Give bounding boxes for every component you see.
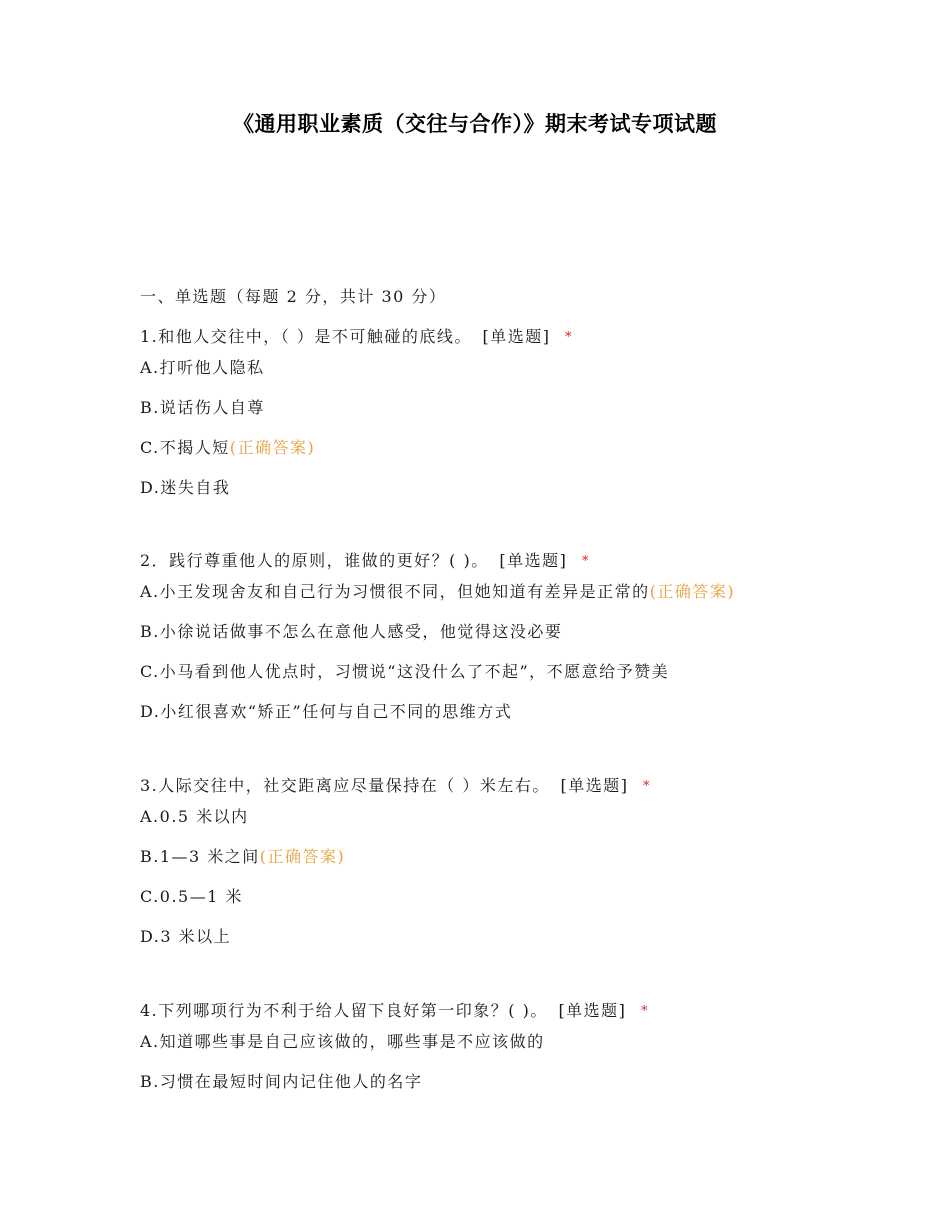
- option-text: A.打听他人隐私: [140, 358, 265, 377]
- option-text: B.1—3 米之间: [140, 847, 260, 866]
- option-text: C.小马看到他人优点时，习惯说“这没什么了不起”，不愿意给予赞美: [140, 662, 670, 681]
- required-mark: *: [641, 1004, 650, 1019]
- option-3a: [140, 806, 249, 828]
- option-text: C.0.5—1 米: [140, 887, 243, 906]
- option-4b: [140, 1071, 422, 1093]
- required-mark: *: [565, 330, 574, 345]
- question-type-tag: [单选题]: [558, 1001, 627, 1020]
- question-type-tag: [单选题]: [499, 551, 568, 570]
- option-text: D.3 米以上: [140, 927, 232, 946]
- option-3c: [140, 886, 243, 908]
- required-mark: *: [581, 554, 590, 569]
- option-text: B.习惯在最短时间内记住他人的名字: [140, 1072, 423, 1091]
- question-1: [140, 326, 573, 350]
- option-text: A.0.5 米以内: [140, 807, 249, 826]
- question-text: 2．践行尊重他人的原则，谁做的更好？( )。: [140, 551, 489, 570]
- correct-answer-label: (正确答案): [229, 438, 316, 457]
- option-text: A.小王发现舍友和自己行为习惯很不同，但她知道有差异是正常的: [140, 582, 650, 601]
- question-text: 1.和他人交往中，（ ）是不可触碰的底线。: [140, 327, 472, 346]
- correct-answer-label: (正确答案): [649, 582, 736, 601]
- option-text: C.不揭人短: [140, 438, 230, 457]
- question-type-tag: [单选题]: [560, 776, 629, 795]
- option-3d: [140, 926, 231, 948]
- option-2c: [140, 661, 669, 683]
- option-text: D.迷失自我: [140, 478, 231, 497]
- option-1b: [140, 397, 265, 419]
- question-3: [140, 775, 651, 799]
- question-text: 3.人际交往中，社交距离应尽量保持在（ ）米左右。: [140, 776, 550, 795]
- document-title: 《通用职业素质（交往与合作）》期末考试专项试题: [233, 111, 717, 136]
- question-4: [140, 1000, 649, 1024]
- option-1a: [140, 357, 265, 379]
- question-2: [140, 550, 590, 574]
- correct-answer-label: (正确答案): [259, 847, 346, 866]
- option-3b: [140, 846, 345, 868]
- option-text: B.小徐说话做事不怎么在意他人感受，他觉得这没必要: [140, 622, 563, 641]
- option-1c: [140, 437, 315, 459]
- option-2a: [140, 581, 735, 603]
- option-2d: [140, 701, 512, 723]
- required-mark: *: [643, 779, 652, 794]
- option-2b: [140, 621, 562, 643]
- option-text: A.知道哪些事是自己应该做的，哪些事是不应该做的: [140, 1032, 545, 1051]
- option-4a: [140, 1031, 545, 1053]
- section-heading: 一、单选题（每题 2 分，共计 30 分）: [140, 287, 447, 306]
- option-text: D.小红很喜欢“矫正”任何与自己不同的思维方式: [140, 702, 513, 721]
- question-text: 4.下列哪项行为不利于给人留下良好第一印象？( )。: [140, 1001, 548, 1020]
- option-text: B.说话伤人自尊: [140, 398, 265, 417]
- option-1d: [140, 477, 230, 499]
- question-type-tag: [单选题]: [482, 327, 551, 346]
